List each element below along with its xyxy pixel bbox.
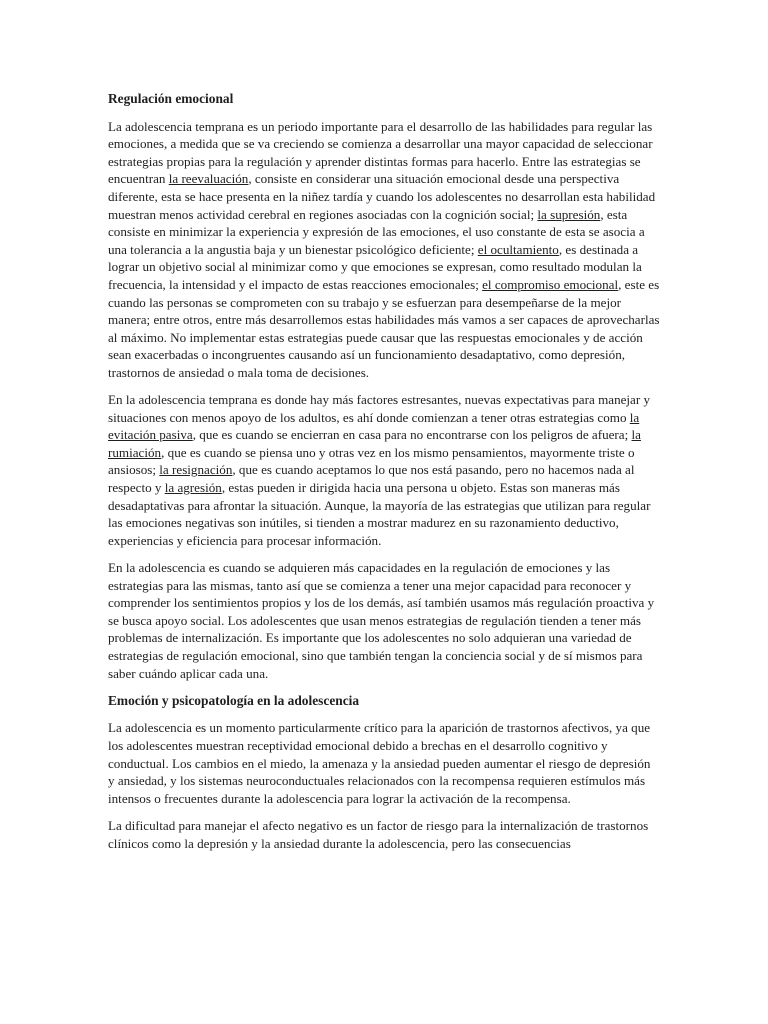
paragraph-1	[108, 118, 660, 382]
paragraph-2-text-e: , estas pueden ir dirigida hacia una persona u objeto. Estas son maneras más desadaptativas para afrontar la situación. Aunque, la mayoría de las estrategias que utilizan para regular las emociones negativas son inútiles, si tienden a mostrar madurez en su razonamiento deductivo, experiencias y eficiencia para procesar información.	[108, 480, 651, 548]
term-rumiacion: la rumiación	[108, 427, 641, 460]
term-evitacion-pasiva: la evitación pasiva	[108, 409, 640, 443]
paragraph-4: La adolescencia es un momento particularmente crítico para la aparición de trastornos afectivos, ya que los adolescentes muestran receptividad emocional debido a brechas en el desarrollo cognitivo y conductual. Los cambios en el miedo, la amenaza y la ansiedad pueden aumentar el riesgo de depresión y ansiedad, y los sistemas neuroconductuales relacionados con la recompensa requieren estímulos más intensos o frecuentes durante la adolescencia para lograr la activación de la recompensa.	[108, 720, 651, 806]
paragraph-2-text-c: , que es cuando se piensa uno y otras vez en los mismo pensamientos, mayormente triste o ansiosos;	[108, 444, 635, 478]
term-supresion: la supresión	[537, 206, 601, 222]
paragraph-1-text-d: , es destinada a lograr un objetivo social al minimizar como y que emociones se expresan, como resultado modulan la frecuencia, la intensidad y el impacto de estas reacciones emocionales;	[108, 241, 642, 292]
paragraph-1-text-b: , consiste en considerar una situación emocional desde una perspectiva diferente, esta se hace presenta en la niñez tardía y cuando los adolescentes no desarrollan esta habilidad muestran menos actividad cerebral en regiones asociadas con la cognición social;	[108, 171, 656, 222]
document-page	[108, 90, 660, 862]
paragraph-1-text-c: , esta consiste en minimizar la experiencia y expresión de las emociones, el uso constante de esta se asocia a una tolerancia a la angustia baja y un bienestar psicológico deficiente;	[108, 206, 645, 257]
paragraph-3: En la adolescencia es cuando se adquieren más capacidades en la regulación de emociones y las estrategias para las mismas, tanto así que se comienza a tener una mejor capacidad para reconocer y comprender los sentimientos propios y los de los demás, así también usamos más regulación proactiva y se busca apoyo social. Los adolescentes que usan menos estrategias de regulación tienden a tener más problemas de internalización. Es importante que los adolescentes no solo adquieran una variedad de estrategias de regulación emocional, sino que también tengan la conciencia social y de sí mismos para saber cuándo aplicar cada una.	[108, 560, 655, 681]
paragraph-2	[108, 391, 660, 549]
term-agresion: la agresión	[164, 480, 222, 496]
term-resignacion: la resignación	[159, 462, 233, 478]
section-heading-regulacion: Regulación emocional	[108, 91, 234, 106]
term-compromiso-emocional: el compromiso emocional	[482, 276, 619, 292]
paragraph-1-text-a: La adolescencia temprana es un periodo importante para el desarrollo de las habilidades para regular las emociones, a medida que se va creciendo se comienza a desarrollar una mayor capacidad de seleccionar estrategias propias para la regulación y aprender distintas formas para hacerlo. Entre las estrategias se encuentran	[108, 118, 653, 187]
paragraph-5: La dificultad para manejar el afecto negativo es un factor de riesgo para la internalización de trastornos clínicos como la depresión y la ansiedad durante la adolescencia, pero las consecuencias	[108, 817, 649, 851]
paragraph-2-text-b: , que es cuando se encierran en casa para no encontrarse con los peligros de afuera;	[192, 427, 632, 443]
section-heading-psicopatologia: Emoción y psicopatología en la adolescencia	[108, 692, 360, 708]
paragraph-1-text-e: , este es cuando las personas se comprometen con su trabajo y se esfuerzan para desempeñarse de la mejor manera; entre otros, entre más desarrollemos estas habilidades más vamos a ser capaces de aprovecharlas al máximo. No implementar estas estrategias puede causar que las respuestas emocionales y de acción sean exacerbadas o incongruentes causando así un funcionamiento desadaptativo, como depresión, trastornos de ansiedad o mala toma de decisiones.	[108, 276, 660, 380]
paragraph-2-text-d: , que es cuando aceptamos lo que nos está pasando, pero no hacemos nada al respecto y	[108, 462, 635, 496]
paragraph-2-text-a: En la adolescencia temprana es donde hay más factores estresantes, nuevas expectativas para manejar y situaciones con menos apoyo de los adultos, es ahí donde comienzan a tener otras estrategias como	[108, 392, 651, 425]
term-ocultamiento: el ocultamiento	[477, 241, 559, 257]
term-reevaluacion: la reevaluación	[168, 171, 249, 187]
